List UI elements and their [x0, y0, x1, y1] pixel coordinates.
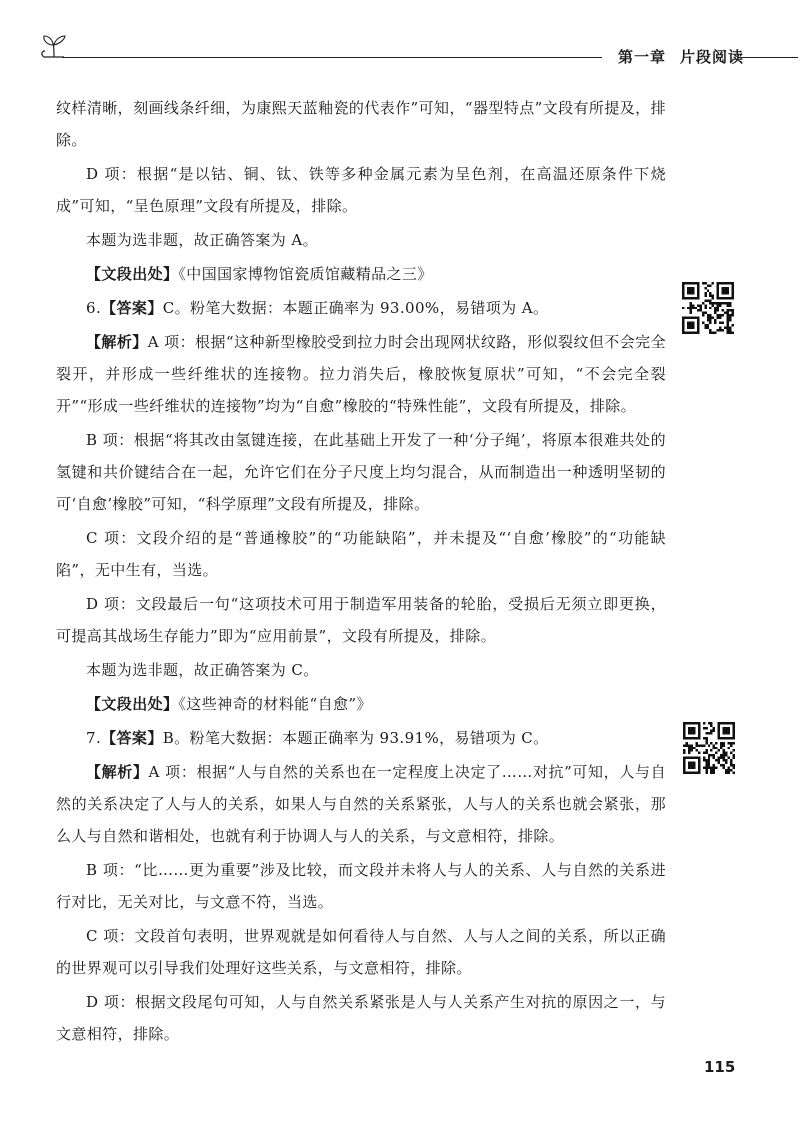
- section-label: 片段阅读: [680, 48, 745, 66]
- bold-label: 【文段出处】: [86, 695, 179, 713]
- header-rule-left: [62, 57, 602, 58]
- paragraph: [56, 292, 666, 324]
- chapter-label: 第一章: [618, 48, 667, 66]
- paragraph-text: A 项：根据“人与自然的关系也在一定程度上决定了……对抗”可知，人与自然的关系决定了人与人的关系，如果人与自然的关系紧张，人与人的关系也就会紧张，那么人与自然和谐相处，也就有利于协调人与人的关系，与文意相符，排除。: [56, 763, 666, 845]
- paragraph: [56, 158, 666, 222]
- bold-label: 【文段出处】: [86, 265, 179, 283]
- paragraph: [56, 756, 666, 852]
- paragraph-text: C 项：文段首句表明，世界观就是如何看待人与自然、人与人之间的关系，所以正确的世界观可以引导我们处理好这些关系，与文意相符，排除。: [56, 927, 666, 977]
- paragraph-text: 本题为选非题，故正确答案为 A。: [86, 231, 319, 249]
- bold-label: 【解析】: [86, 763, 149, 781]
- paragraph: [56, 326, 666, 422]
- paragraph: [56, 920, 666, 984]
- bold-label: 【答案】: [101, 729, 163, 747]
- paragraph: [56, 722, 666, 754]
- paragraph-text: D 项：文段最后一句“这项技术可用于制造军用装备的轮胎，受损后无须立即更换，可提高其战场生存能力”即为“应用前景”，文段有所提及，排除。: [56, 595, 666, 645]
- paragraph-text: 《这些神奇的材料能“自愈”》: [178, 695, 372, 713]
- bold-label: 【答案】: [101, 299, 163, 317]
- paragraph-text: D 项：根据“是以钴、铜、钛、铁等多种金属元素为呈色剂，在高温还原条件下烧成”可知，“呈色原理”文段有所提及，排除。: [56, 165, 666, 215]
- paragraph: [56, 688, 666, 720]
- page-number: 115: [704, 1058, 736, 1076]
- paragraph-text: B。粉笔大数据：本题正确率为 93.91%，易错项为 C。: [162, 729, 549, 747]
- paragraph-text: C。粉笔大数据：本题正确率为 93.00%，易错项为 A。: [162, 299, 549, 317]
- paragraph: [56, 588, 666, 652]
- paragraph-text: 本题为选非题，故正确答案为 C。: [86, 661, 319, 679]
- paragraph: [56, 986, 666, 1050]
- qr-code-icon[interactable]: [683, 722, 735, 774]
- paragraph-text: A 项：根据“这种新型橡胶受到拉力时会出现网状纹路，形似裂纹但不会完全裂开，并形成一些纤维状的连接物。拉力消失后，橡胶恢复原状”可知，“不会完全裂开”“形成一些纤维状的连接物”均为“自愈”橡胶的“特殊性能”，文段有所提及，排除。: [56, 333, 666, 415]
- qr-code-icon[interactable]: [682, 282, 734, 334]
- paragraph: [56, 92, 666, 156]
- paragraph: [56, 854, 666, 918]
- header-rule-right: [738, 57, 798, 58]
- body-text: [56, 92, 666, 1052]
- paragraph-text: B 项：根据“将其改由氢键连接，在此基础上开发了一种‘分子绳’，将原本很难共处的氢键和共价键结合在一起，允许它们在分子尺度上均匀混合，从而制造出一种透明坚韧的可‘自愈’橡胶”可知，“科学原理”文段有所提及，排除。: [56, 431, 666, 513]
- paragraph-text: C 项：文段介绍的是“普通橡胶”的“功能缺陷”，并未提及“‘自愈’橡胶”的“功能缺陷”，无中生有，当选。: [56, 529, 666, 579]
- bold-label: 【解析】: [86, 333, 148, 351]
- chapter-title: [618, 46, 744, 67]
- paragraph: [56, 654, 666, 686]
- paragraph: [56, 522, 666, 586]
- question-number: 7.: [86, 729, 102, 747]
- paragraph-text: B 项：“比……更为重要”涉及比较，而文段并未将人与人的关系、人与自然的关系进行对比，无关对比，与文意不符，当选。: [56, 861, 666, 911]
- paragraph: [56, 224, 666, 256]
- paragraph-text: 纹样清晰，刻画线条纤细，为康熙天蓝釉瓷的代表作”可知，“器型特点”文段有所提及，排除。: [56, 99, 666, 149]
- paragraph: [56, 424, 666, 520]
- page-header: [38, 32, 758, 72]
- paragraph: [56, 258, 666, 290]
- question-number: 6.: [86, 299, 102, 317]
- paragraph-text: D 项：根据文段尾句可知，人与自然关系紧张是人与人关系产生对抗的原因之一，与文意相符，排除。: [56, 993, 666, 1043]
- sprout-icon: [38, 32, 74, 64]
- paragraph-text: 《中国国家博物馆瓷质馆藏精品之三》: [178, 265, 433, 283]
